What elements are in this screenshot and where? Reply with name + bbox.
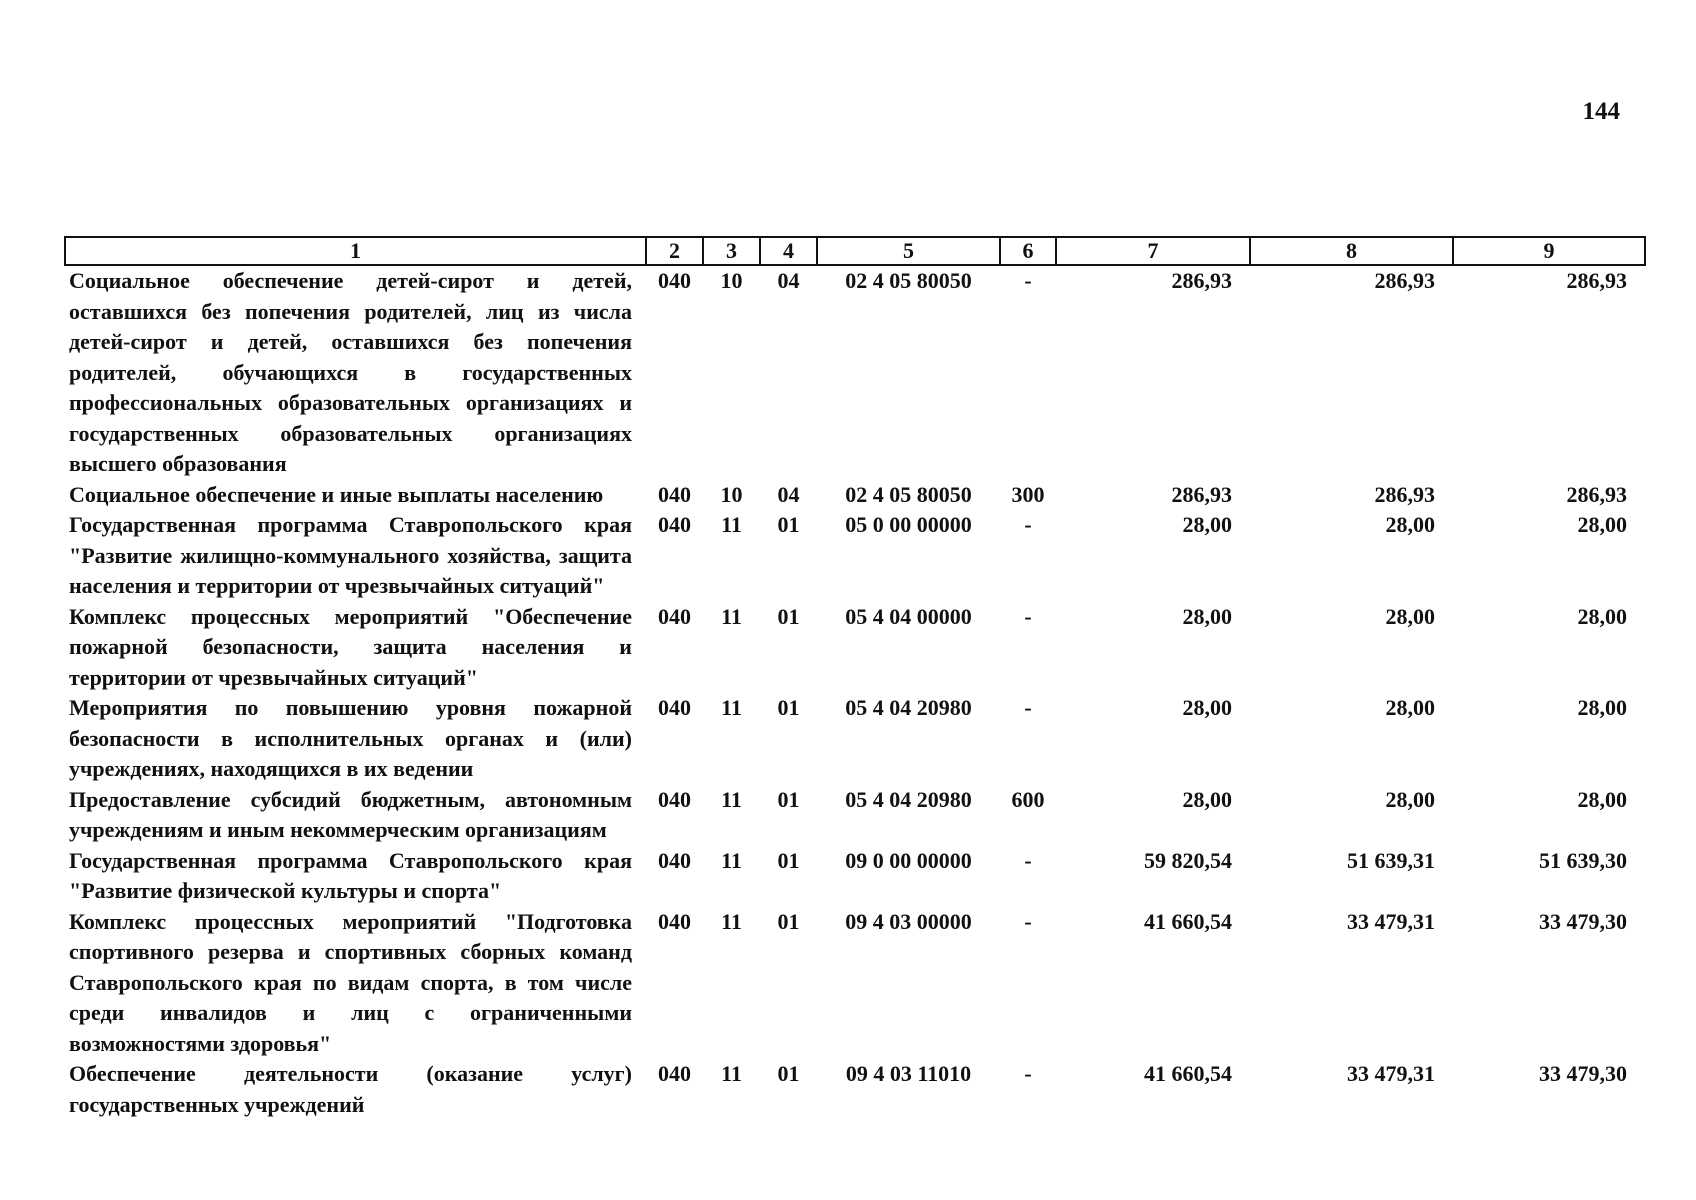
subsection-code: 01 [777, 695, 800, 720]
table-row [65, 510, 1645, 602]
section-code: 11 [721, 695, 742, 720]
expense-type-code: - [1024, 695, 1032, 720]
table-row [65, 907, 1645, 1060]
item-name: Государственная программа Ставропольского края "Развитие физической культуры и спорта" [69, 847, 632, 903]
amount-col-7: 28,00 [1182, 786, 1232, 812]
column-header: 9 [1453, 237, 1645, 265]
column-header: 8 [1250, 237, 1453, 265]
amount-col-9: 51 639,30 [1539, 847, 1627, 873]
ministry-code: 040 [658, 847, 691, 873]
item-name: Мероприятия по повышению уровня пожарной безопасности в исполнительных органах и (или) учреждениях, находящихся в их ведении [69, 695, 632, 781]
column-header: 7 [1056, 237, 1250, 265]
amount-col-9: 33 479,30 [1539, 1061, 1627, 1086]
amount-col-8: 286,93 [1374, 481, 1435, 507]
item-name: Социальное обеспечение и иные выплаты населению [69, 481, 604, 507]
expense-type-code: - [1024, 512, 1032, 537]
table-row [65, 785, 1645, 846]
target-article-code: 02 4 05 80050 [845, 481, 972, 507]
ministry-code: 040 [658, 908, 691, 934]
expense-type-code: - [1024, 268, 1032, 293]
ministry-code: 040 [658, 1061, 691, 1086]
amount-col-9: 28,00 [1577, 786, 1627, 812]
column-header: 6 [1000, 237, 1056, 265]
item-name: Социальное обеспечение детей-сирот и детей, оставшихся без попечения родителей, лиц из числа детей-сирот и детей, оставшихся без попечения родителей, обучающихся в государственных профессиональных образовательных организациях и государственных образовательных организациях высшего образования [69, 268, 632, 476]
column-header: 4 [760, 237, 817, 265]
item-name: Предоставление субсидий бюджетным, автономным учреждениям и иным некоммерческим организациям [69, 786, 632, 842]
ministry-code: 040 [658, 695, 691, 720]
amount-col-8: 28,00 [1385, 603, 1435, 629]
section-code: 11 [721, 1061, 742, 1086]
budget-table [64, 236, 1646, 1120]
amount-col-7: 59 820,54 [1144, 847, 1232, 873]
amount-col-8: 28,00 [1385, 512, 1435, 537]
expense-type-code: - [1024, 908, 1032, 934]
amount-col-9: 28,00 [1577, 695, 1627, 720]
table-row [65, 480, 1645, 511]
table-row [65, 693, 1645, 785]
expense-type-code: - [1024, 603, 1032, 629]
column-header: 1 [65, 237, 646, 265]
target-article-code: 05 4 04 00000 [845, 603, 972, 629]
expense-type-code: - [1024, 1061, 1032, 1086]
target-article-code: 09 4 03 11010 [845, 1061, 972, 1086]
amount-col-8: 33 479,31 [1347, 908, 1435, 934]
target-article-code: 02 4 05 80050 [845, 268, 972, 293]
table-row [65, 602, 1645, 694]
amount-col-7: 28,00 [1182, 695, 1232, 720]
amount-col-7: 28,00 [1182, 603, 1232, 629]
subsection-code: 01 [777, 908, 800, 934]
ministry-code: 040 [658, 481, 691, 507]
ministry-code: 040 [658, 268, 691, 293]
column-header: 5 [817, 237, 1000, 265]
section-code: 11 [721, 847, 742, 873]
expense-type-code: 300 [1011, 481, 1045, 507]
section-code: 11 [721, 908, 742, 934]
amount-col-8: 286,93 [1374, 268, 1435, 293]
subsection-code: 01 [777, 603, 800, 629]
section-code: 11 [721, 786, 742, 812]
target-article-code: 05 4 04 20980 [845, 695, 972, 720]
page-number: 144 [1582, 98, 1620, 125]
item-name: Комплекс процессных мероприятий "Обеспечение пожарной безопасности, защита населения и территории от чрезвычайных ситуаций" [69, 603, 632, 690]
amount-col-7: 286,93 [1171, 268, 1232, 293]
expense-type-code: - [1024, 847, 1032, 873]
amount-col-9: 33 479,30 [1539, 908, 1627, 934]
target-article-code: 09 4 03 00000 [845, 908, 972, 934]
item-name: Комплекс процессных мероприятий "Подготовка спортивного резерва и спортивных сборных команд Ставропольского края по видам спорта, в том числе среди инвалидов и лиц с ограниченными возможностями здоровья" [69, 908, 632, 1056]
subsection-code: 04 [777, 268, 800, 293]
table-row [65, 1059, 1645, 1120]
subsection-code: 01 [777, 1061, 800, 1086]
amount-col-7: 41 660,54 [1144, 1061, 1232, 1086]
ministry-code: 040 [658, 603, 691, 629]
amount-col-8: 28,00 [1385, 695, 1435, 720]
expense-type-code: 600 [1011, 786, 1045, 812]
amount-col-7: 28,00 [1182, 512, 1232, 537]
target-article-code: 05 0 00 00000 [845, 512, 972, 537]
amount-col-9: 286,93 [1566, 268, 1627, 293]
amount-col-8: 33 479,31 [1347, 1061, 1435, 1086]
section-code: 11 [721, 603, 742, 629]
table-row [65, 846, 1645, 907]
table-header [65, 237, 1645, 265]
table-row [65, 265, 1645, 480]
table-body [65, 265, 1645, 1120]
section-code: 10 [720, 268, 743, 293]
amount-col-9: 28,00 [1577, 603, 1627, 629]
subsection-code: 01 [777, 847, 800, 873]
column-header: 3 [703, 237, 760, 265]
amount-col-8: 28,00 [1385, 786, 1435, 812]
section-code: 11 [721, 512, 742, 537]
column-header: 2 [646, 237, 703, 265]
amount-col-9: 286,93 [1566, 481, 1627, 507]
amount-col-9: 28,00 [1577, 512, 1627, 537]
item-name: Государственная программа Ставропольского края "Развитие жилищно-коммунального хозяйства, защита населения и территории от чрезвычайных ситуаций" [69, 512, 632, 598]
section-code: 10 [720, 481, 743, 507]
subsection-code: 04 [777, 481, 800, 507]
amount-col-8: 51 639,31 [1347, 847, 1435, 873]
subsection-code: 01 [777, 786, 800, 812]
amount-col-7: 41 660,54 [1144, 908, 1232, 934]
subsection-code: 01 [777, 512, 800, 537]
item-name: Обеспечение деятельности (оказание услуг) государственных учреждений [69, 1061, 632, 1117]
amount-col-7: 286,93 [1171, 481, 1232, 507]
target-article-code: 09 0 00 00000 [845, 847, 972, 873]
target-article-code: 05 4 04 20980 [845, 786, 972, 812]
ministry-code: 040 [658, 512, 691, 537]
ministry-code: 040 [658, 786, 691, 812]
header-row [65, 237, 1645, 265]
